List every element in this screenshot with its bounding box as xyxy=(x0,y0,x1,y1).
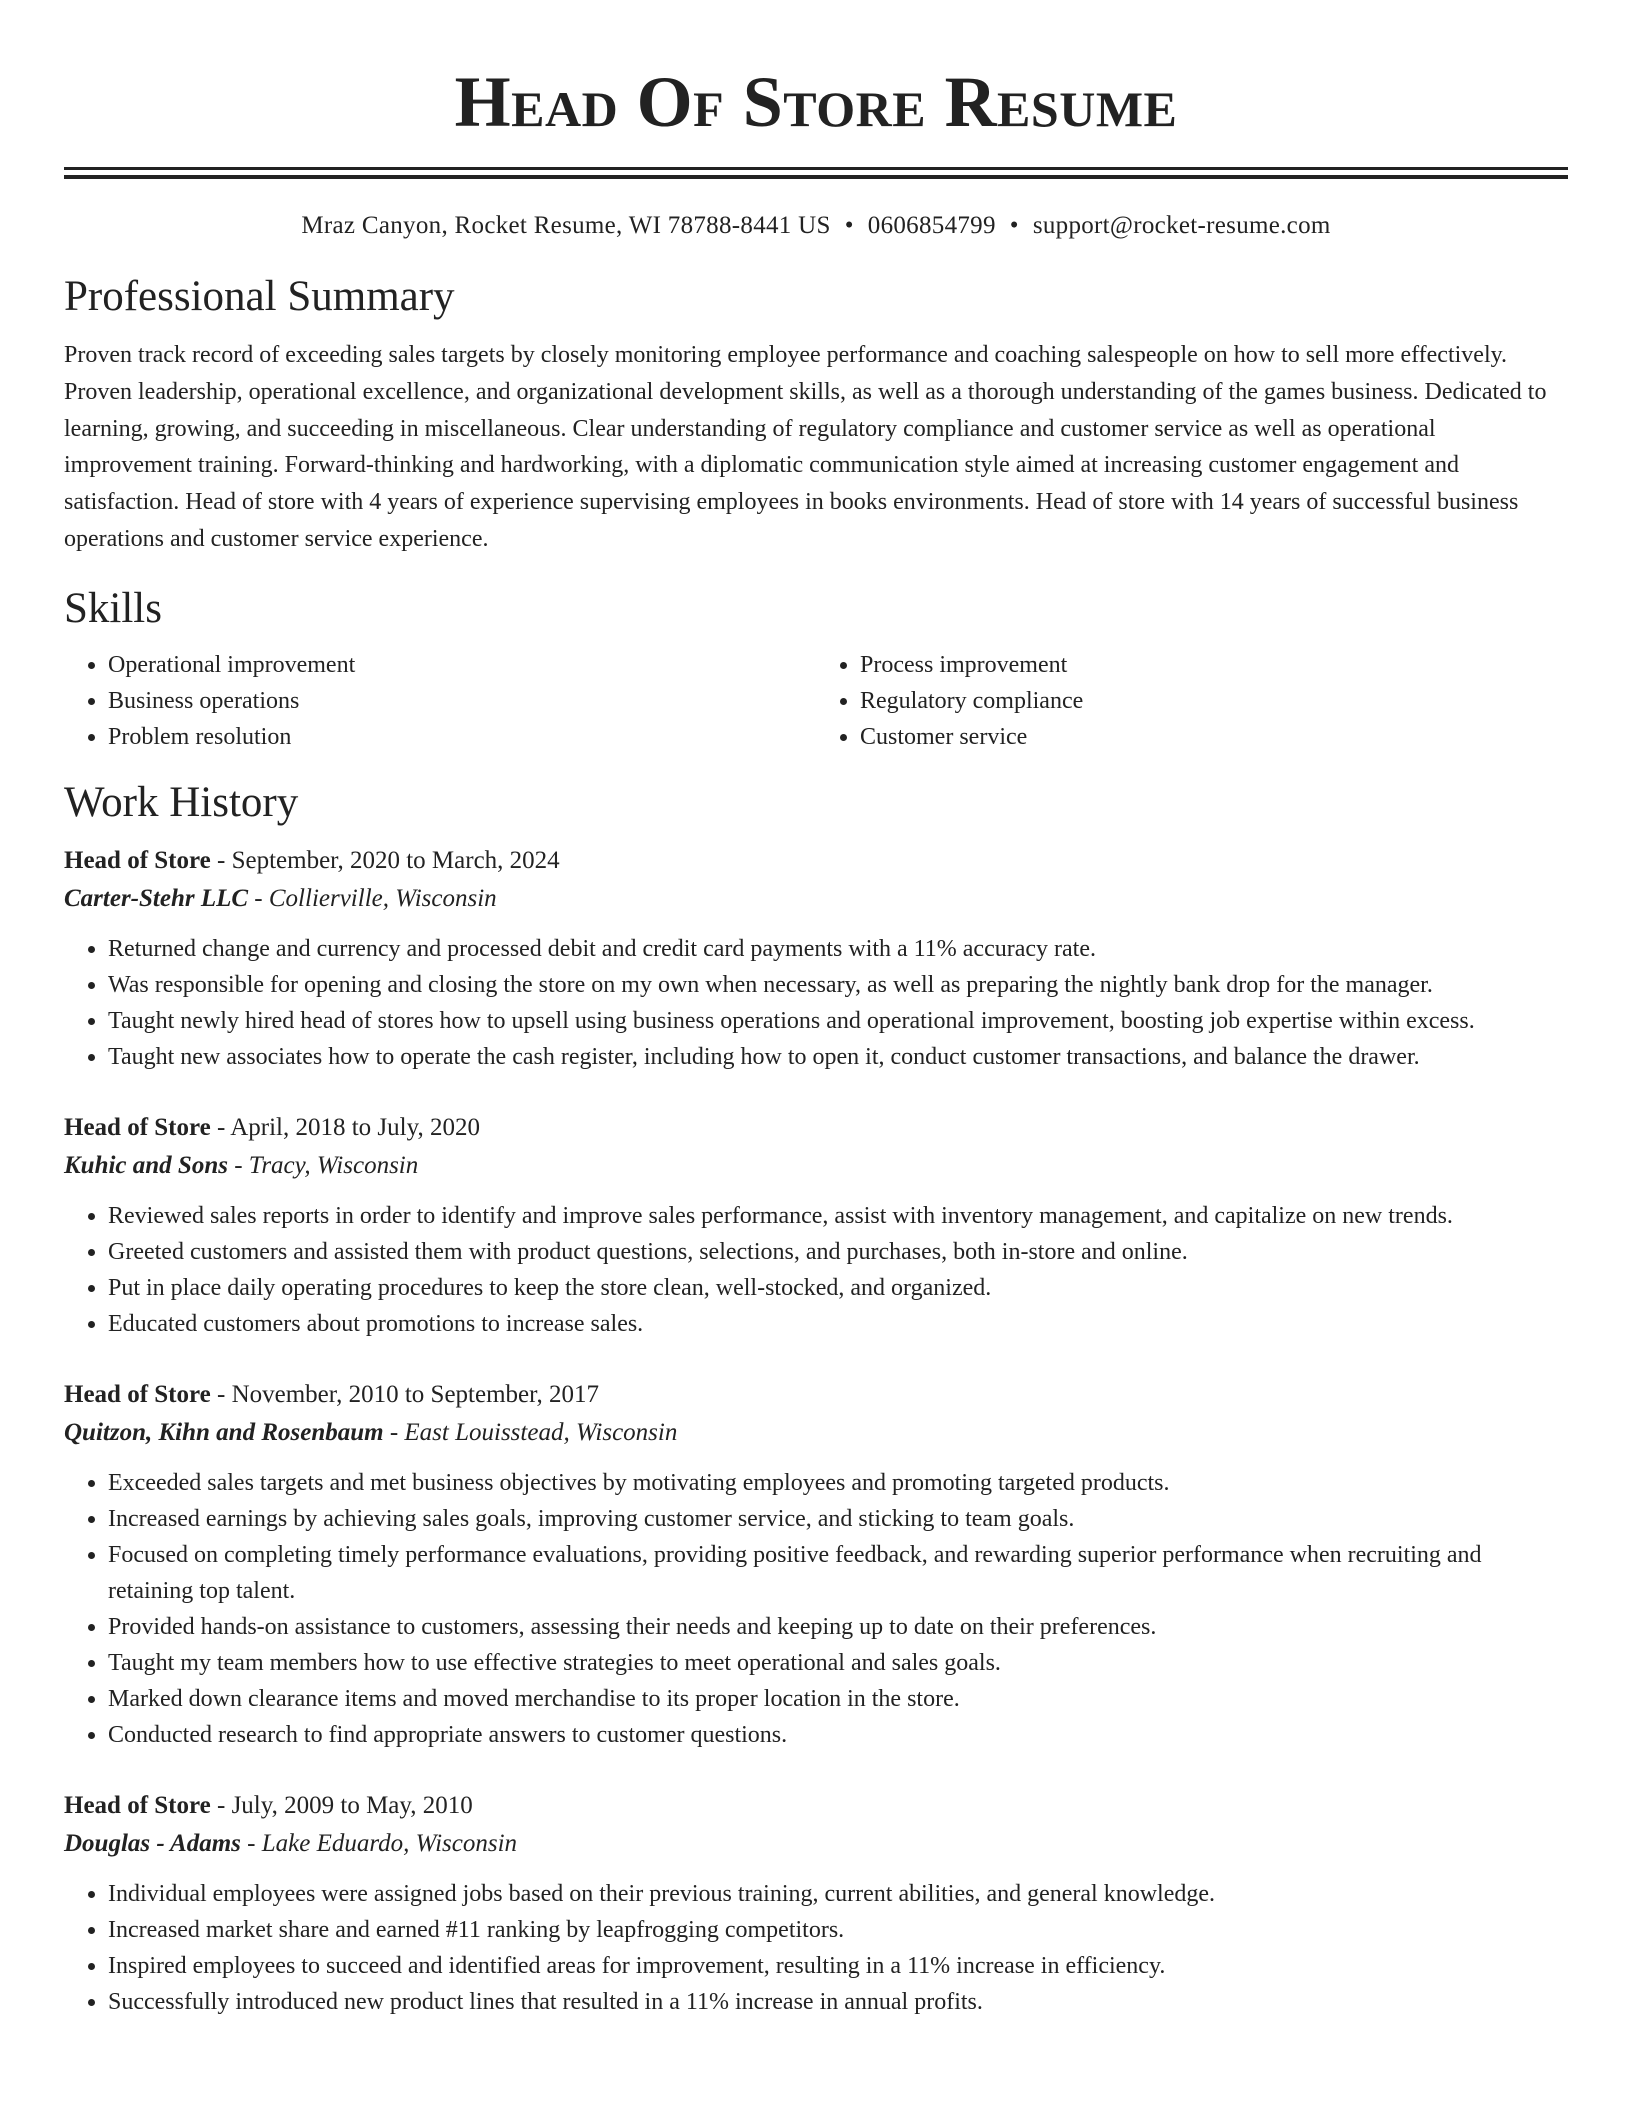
job-title: Head of Store xyxy=(64,1113,211,1141)
job-bullet: • Returned change and currency and processed debit and credit card payments with a 11% accuracy rate. xyxy=(108,931,1568,967)
job-entry xyxy=(64,1787,1568,2020)
job-bullet: • Provided hands-on assistance to customers, assessing their needs and keeping up to date on their preferences. xyxy=(108,1609,1568,1645)
skills-column-left xyxy=(64,647,816,755)
job-bullet: • Inspired employees to succeed and identified areas for improvement, resulting in a 11% increase in efficiency. xyxy=(108,1948,1568,1984)
job-entry xyxy=(64,1376,1568,1753)
job-bullet: • Put in place daily operating procedures to keep the store clean, well-stocked, and organized. xyxy=(108,1270,1568,1306)
skills-column-right xyxy=(816,647,1568,755)
job-dates: September, 2020 to March, 2024 xyxy=(231,846,560,874)
contact-address: Mraz Canyon, Rocket Resume, WI 78788-8441 US xyxy=(301,212,831,239)
skill-item: • Process improvement xyxy=(860,647,1568,683)
contact-email: support@rocket-resume.com xyxy=(1032,212,1331,239)
job-location: Tracy, Wisconsin xyxy=(248,1151,419,1179)
job-bullets xyxy=(64,1465,1568,1753)
job-bullet: • Taught my team members how to use effective strategies to meet operational and sales goals. xyxy=(108,1645,1568,1681)
job-location: East Louisstead, Wisconsin xyxy=(404,1418,678,1446)
skills-heading: Skills xyxy=(64,584,162,632)
job-location: Collierville, Wisconsin xyxy=(268,884,497,912)
work-history-heading: Work History xyxy=(64,778,299,826)
job-dates: July, 2009 to May, 2010 xyxy=(231,1791,473,1819)
job-header: Head of Store - July, 2009 to May, 2010 xyxy=(64,1791,473,1819)
job-employer: Carter-Stehr LLC - Collierville, Wisconsin xyxy=(64,884,497,912)
job-header: Head of Store - November, 2010 to September, 2017 xyxy=(64,1380,599,1408)
job-bullet: • Taught newly hired head of stores how to upsell using business operations and operational improvement, boosting job expertise within excess. xyxy=(108,1003,1568,1039)
job-company: Kuhic and Sons xyxy=(64,1151,228,1179)
job-bullet: • Marked down clearance items and moved merchandise to its proper location in the store. xyxy=(108,1681,1568,1717)
job-bullet: • Greeted customers and assisted them with product questions, selections, and purchases, both in-store and online. xyxy=(108,1234,1568,1270)
summary-text: Proven track record of exceeding sales targets by closely monitoring employee performance and coaching salespeople on how to sell more effectively. Proven leadership, operational excellence, and organizational development skills, as well as a thorough understanding of the games business. Dedicated to learning, growing, and succeeding in miscellaneous. Clear understanding of regulatory compliance and customer service as well as operational improvement training. Forward-thinking and hardworking, with a diplomatic communication style aimed at increasing customer engagement and satisfaction. Head of store with 4 years of experience supervising employees in books environments. Head of store with 14 years of successful business operations and customer service experience. xyxy=(64,342,1547,552)
job-location: Lake Eduardo, Wisconsin xyxy=(261,1829,518,1857)
job-header: Head of Store - April, 2018 to July, 2020 xyxy=(64,1113,480,1141)
job-employer: Quitzon, Kihn and Rosenbaum - East Louisstead, Wisconsin xyxy=(64,1418,678,1446)
job-company: Douglas - Adams xyxy=(64,1829,241,1857)
skill-item: • Customer service xyxy=(860,719,1568,755)
job-entry xyxy=(64,1109,1568,1342)
job-company: Carter-Stehr LLC xyxy=(64,884,249,912)
contact-separator: • xyxy=(1009,212,1019,239)
contact-separator: • xyxy=(844,212,854,239)
skills-list xyxy=(64,647,1568,755)
job-company: Quitzon, Kihn and Rosenbaum xyxy=(64,1418,384,1446)
job-title: Head of Store xyxy=(64,1791,211,1819)
job-bullet: • Exceeded sales targets and met business objectives by motivating employees and promoting targeted products. xyxy=(108,1465,1568,1501)
skill-item: • Regulatory compliance xyxy=(860,683,1568,719)
contact-phone: 0606854799 xyxy=(867,212,996,239)
contact-line xyxy=(64,209,1568,243)
skill-item: • Operational improvement xyxy=(108,647,816,683)
job-title: Head of Store xyxy=(64,846,211,874)
job-bullet: • Reviewed sales reports in order to identify and improve sales performance, assist with inventory management, and capitalize on new trends. xyxy=(108,1198,1568,1234)
job-title: Head of Store xyxy=(64,1380,211,1408)
job-bullet: • Successfully introduced new product lines that resulted in a 11% increase in annual profits. xyxy=(108,1984,1568,2020)
job-bullets xyxy=(64,1876,1568,2020)
job-employer: Douglas - Adams - Lake Eduardo, Wisconsin xyxy=(64,1829,518,1857)
job-bullet: • Taught new associates how to operate the cash register, including how to open it, conduct customer transactions, and balance the drawer. xyxy=(108,1039,1568,1075)
job-dates: November, 2010 to September, 2017 xyxy=(231,1380,599,1408)
job-bullet: • Educated customers about promotions to increase sales. xyxy=(108,1306,1568,1342)
summary-heading: Professional Summary xyxy=(64,273,455,320)
job-bullets xyxy=(64,931,1568,1075)
job-bullet: • Individual employees were assigned jobs based on their previous training, current abilities, and general knowledge. xyxy=(108,1876,1568,1912)
job-bullet: • Was responsible for opening and closing the store on my own when necessary, as well as preparing the nightly bank drop for the manager. xyxy=(108,967,1568,1003)
skill-item: • Problem resolution xyxy=(108,719,816,755)
title-divider xyxy=(64,167,1568,179)
resume-title: Head Of Store Resume xyxy=(454,62,1178,142)
job-dates: April, 2018 to July, 2020 xyxy=(230,1113,480,1141)
job-employer: Kuhic and Sons - Tracy, Wisconsin xyxy=(64,1151,419,1179)
job-header: Head of Store - September, 2020 to March, 2024 xyxy=(64,846,560,874)
job-bullet: • Focused on completing timely performance evaluations, providing positive feedback, and rewarding superior performance when recruiting and retaining top talent. xyxy=(108,1537,1568,1609)
job-bullets xyxy=(64,1198,1568,1342)
skill-item: • Business operations xyxy=(108,683,816,719)
job-bullet: • Increased earnings by achieving sales goals, improving customer service, and sticking to team goals. xyxy=(108,1501,1568,1537)
job-entry xyxy=(64,842,1568,1075)
job-bullet: • Increased market share and earned #11 ranking by leapfrogging competitors. xyxy=(108,1912,1568,1948)
job-bullet: • Conducted research to find appropriate answers to customer questions. xyxy=(108,1717,1568,1753)
